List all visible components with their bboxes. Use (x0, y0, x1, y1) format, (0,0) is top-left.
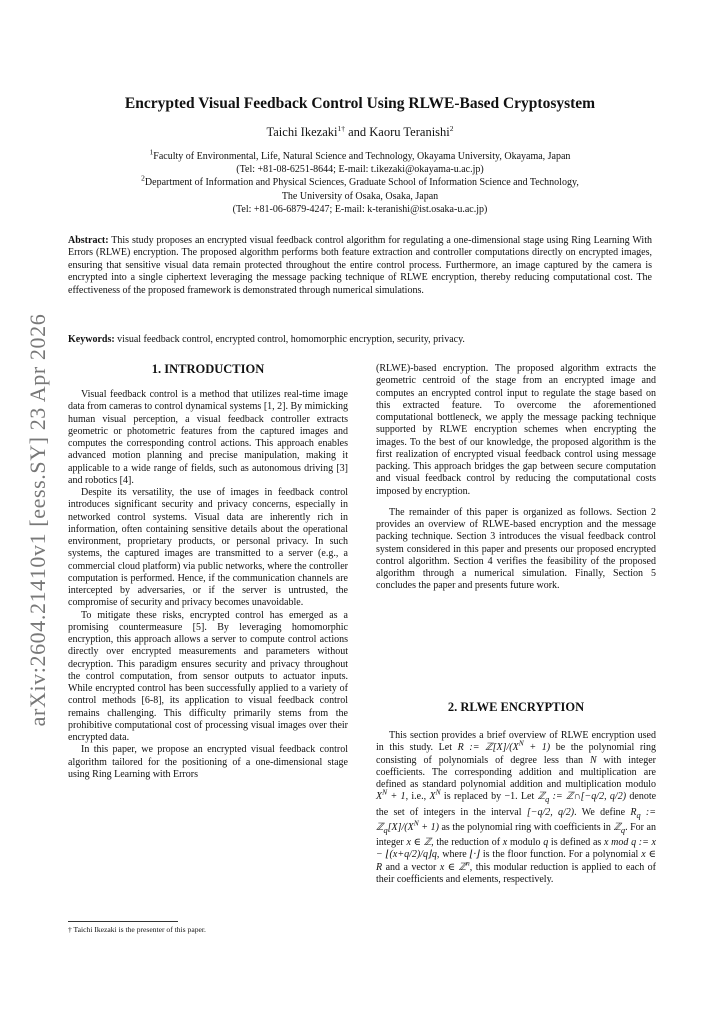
affiliation-text: (Tel: +81-06-6879-4247; E-mail: k-teranishi@ist.osaka-u.ac.jp) (232, 203, 488, 215)
paragraph: Visual feedback control is a method that utilizes real-time image data from cameras to control dynamical systems [1, 2]. By mimicking human visual perception, a visual feedback controller extracts geometric or photometric features from the captured images and computes the corresponding control actions. This approach enables advanced motion planning and precise manipulation, making it applicable to a wide range of fields, such as autonomous driving [3] and robotics [4]. (68, 389, 348, 486)
math: $X^N$ (429, 787, 441, 803)
text: denote the set of integers in the interval (376, 791, 657, 818)
affiliation-text: (Tel: +81-08-6251-8644; E-mail: t.ikezaki@okayama-u.ac.jp) (236, 164, 484, 176)
footnote: † Taichi Ikezaki is the presenter of this paper. (68, 925, 206, 934)
math: ℤ$_q$ (613, 821, 626, 835)
arxiv-identifier: arXiv:2604.21410v1 [eess.SY] 23 Apr 2026 (25, 313, 50, 727)
author-conjunction: and (344, 125, 370, 139)
arxiv-sidebar (20, 290, 56, 750)
abstract-label: Abstract: (68, 235, 109, 246)
math: $X^N + 1$ (376, 787, 406, 803)
affiliation-text: Faculty of Environmental, Life, Natural Science and Technology, Okayama University, Okayama, Japan (153, 151, 571, 162)
text: , where (436, 849, 470, 861)
text: be the polynomial ring consisting of polynomials of degree less than (376, 742, 656, 766)
affiliation-mark: 1 (149, 147, 154, 157)
section-1-heading: 1. INTRODUCTION (151, 362, 265, 376)
math: x ∈ ℤ (406, 837, 432, 848)
math: q (543, 837, 549, 848)
text: , this modular reduction is applied to each of their coefficients and elements, respectively. (376, 861, 656, 885)
affiliation-line (68, 163, 652, 176)
text: with integer coefficients. The corresponding addition and multiplication are defined as standard polynomial addition and multiplication modulo (376, 754, 657, 790)
affiliation-line (68, 176, 652, 189)
author-line (68, 125, 652, 140)
keywords-label: Keywords: (68, 334, 115, 345)
affiliation-text: The University of Osaka, Osaka, Japan (281, 190, 439, 202)
abstract (68, 235, 652, 297)
text: . For an integer (376, 821, 656, 848)
text: is the floor function. For a polynomial (479, 849, 642, 861)
math: x (502, 837, 508, 848)
paper-title: Encrypted Visual Feedback Control Using RLWE-Based Cryptosystem (124, 95, 596, 112)
math: N (589, 754, 597, 766)
math: ⌊·⌋ (469, 849, 480, 861)
left-column (68, 389, 348, 781)
keywords-text: visual feedback control, encrypted control, homomorphic encryption, security, privacy. (117, 334, 465, 345)
paragraph: Despite its versatility, the use of images in feedback control introduces significant security and privacy concerns, especially in networked control systems. Visual data are inherently rich in information, often containing sensitive details about the operational environment, proprietary products, or personal privacy. In such systems, the captured images are transmitted to a server (e.g., a commercial cloud platform) via public networks, where the controller computation is performed. Hence, if the communication channels are intercepted by adversaries, or if the server is untrusted, the compromise of security and privacy becomes unavoidable. (68, 487, 348, 609)
keywords (68, 334, 652, 346)
text: modulo (507, 837, 544, 848)
text: , i.e., (405, 791, 430, 803)
text: and a vector (382, 861, 440, 873)
text: is defined as (548, 837, 605, 848)
math: x ∈ ℤ$^n$ (439, 858, 470, 873)
affiliations (68, 147, 652, 216)
text: This section provides a brief overview of RLWE encryption used in this study. Let (376, 730, 656, 754)
affiliation-line (68, 190, 652, 203)
footnote-rule (68, 921, 178, 922)
paragraph: In this paper, we propose an encrypted visual feedback control algorithm tailored for the positioning of a one-dimensional stage using Ring Learning with Errors (68, 744, 348, 780)
affiliation-text: Department of Information and Physical Sciences, Graduate School of Information Science and Technology, (144, 177, 579, 189)
author-1: Taichi Ikezaki (266, 125, 338, 139)
paragraph: The remainder of this paper is organized as follows. Section 2 provides an overview of RLWE-based encryption and the message packing technique. Section 3 introduces the visual feedback control system considered in this paper and presents our proposed encrypted control algorithm. Section 4 verifies the feasibility of the proposed algorithm through a numerical simulation. Finally, Section 5 concludes the paper and presents future work. (376, 506, 656, 592)
abstract-text: This study proposes an encrypted visual feedback control algorithm for regulating a one-dimensional stage using Ring Learning With Errors (RLWE) encryption. The proposed algorithm performs both feature extraction and controller computations directly on encrypted images, ensuring that sensitive visual data remain protected throughout the entire control process. Furthermore, an image captured by the camera is encrypted into a single ciphertext leveraging the message packing technique of RLWE encryption, thereby reducing computational cost. The effectiveness of the proposed framework is demonstrated through numerical simulations. (68, 235, 652, 296)
math: $R_q$ := $ℤ_q[X]/(X^N + 1)$ (376, 806, 656, 835)
right-column (376, 363, 656, 593)
math: x mod q := x − ⌊(x+q/2)/q⌋q (376, 837, 656, 861)
math: x ∈ R (376, 849, 656, 873)
math: ℤ$_q$ := ℤ∩[−q/2, q/2) (537, 791, 627, 805)
affiliation-mark: 2 (141, 174, 145, 184)
math: [−q/2, q/2) (526, 806, 575, 818)
text: is replaced by −1. Let (440, 791, 538, 803)
section-2-body (376, 730, 656, 886)
math: R := $ℤ[X]/(X^N + 1)$ (457, 738, 551, 754)
paragraph: (RLWE)-based encryption. The proposed algorithm extracts the geometric centroid of the stage from an encrypted image and computes an encrypted control input to regulate the stage based on this extracted feature. To overcome the aforementioned computational bottleneck, we apply the message packing technique supported by RLWE encryption schemes when encrypting the images. To the best of our knowledge, the proposed algorithm is the first realization of encrypted visual feedback control using message packing. This approach bridges the gap between secure computation and visual feedback control by reducing the computational costs imposed by encryption. (376, 363, 656, 497)
section-2-heading: 2. RLWE ENCRYPTION (447, 700, 585, 714)
author-2: Kaoru Teranishi (369, 125, 450, 139)
text: as the polynomial ring with coefficients in (438, 821, 614, 833)
author-2-mark: 2 (449, 123, 454, 133)
affiliation-line (68, 147, 652, 163)
text: . We define (574, 806, 631, 818)
author-1-mark: 1† (337, 123, 345, 133)
affiliation-line (68, 203, 652, 216)
paragraph: To mitigate these risks, encrypted control has emerged as a promising countermeasure [5]. By leveraging homomorphic encryption, this approach allows a server to compute control actions directly over encrypted measurements and parameters without decryption. This paradigm ensures security and privacy throughout the control computation, from sensor outputs to actuator inputs. While encrypted control has been successfully applied to a variety of control methods [6-8], its application to visual feedback control remains challenging. This difficulty primarily stems from the prohibitive computational cost of processing visual images over their encrypted data. (68, 609, 348, 743)
paragraph (376, 730, 656, 886)
text: , the reduction of (431, 837, 503, 848)
